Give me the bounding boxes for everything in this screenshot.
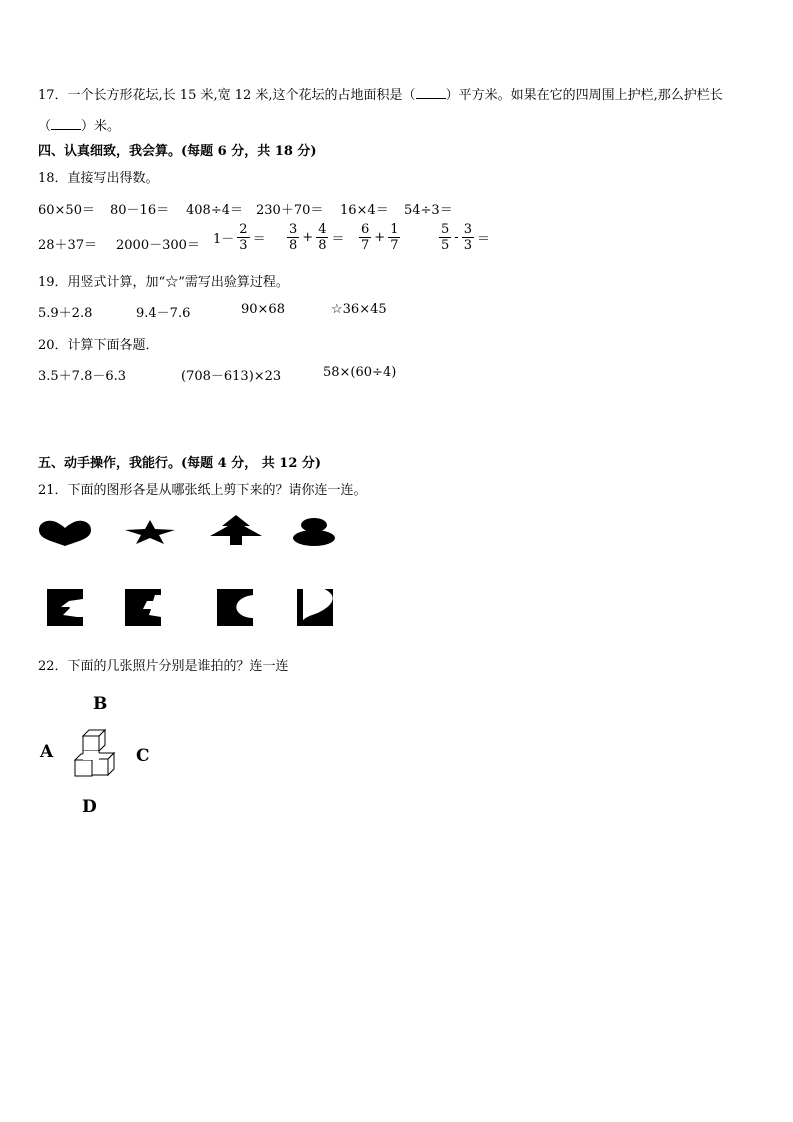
q18-fraction-expr-4 [439,222,493,253]
frac-denominator: 7 [390,238,399,253]
frac-numerator: 4 [318,222,327,237]
q18-title: 18．直接写出得数。 [38,171,159,186]
q18-fraction [237,222,249,253]
q19-title: 19．用竖式计算，加“☆”需写出验算过程。 [38,275,289,290]
q18-fraction-expr-2 [287,222,347,253]
tree-shape-icon[interactable] [208,514,264,546]
q18-fraction [388,222,400,253]
q18-row1-item: 230＋70＝ [256,203,324,218]
q19-item: ☆36×45 [331,302,387,317]
q20-title: 20．计算下面各题． [38,338,159,353]
q18-fraction [359,222,371,253]
q18-frac-tail: ＝ [476,232,490,247]
q18-row1-item: 54÷3＝ [404,203,453,218]
q18-row1-item: 80－16＝ [110,203,170,218]
section5-title: 五、动手操作，我能行。(每题 4 分， 共 12 分) [38,456,322,471]
q20-item: (708－613)×23 [181,369,282,384]
frac-numerator: 1 [390,222,399,237]
q18-fraction [439,222,451,253]
q17-close-text: ）米。 [81,119,121,134]
frac-operator: + [374,230,386,245]
label-d[interactable]: D [82,797,97,817]
q18-row2-item: 28＋37＝ [38,238,98,253]
frac-numerator: 3 [463,222,472,237]
section4-title: 四、认真细致，我会算。(每题 6 分，共 18 分) [38,144,317,159]
q19-item: 90×68 [241,302,285,317]
q17-blank-perimeter[interactable] [51,117,81,130]
label-c[interactable]: C [136,746,150,766]
q18-frac-tail: ＝ [331,232,345,247]
label-a[interactable]: A [40,742,54,762]
frac-numerator: 2 [239,222,248,237]
label-b[interactable]: B [93,694,108,714]
cut-paper-2-icon[interactable] [125,589,163,627]
q17-blank-area[interactable] [416,86,446,99]
frac-numerator: 3 [289,222,298,237]
q20-item: 3.5＋7.8－6.3 [38,369,127,384]
q18-fraction [287,222,299,253]
frac-denominator: 8 [289,238,298,253]
frac-denominator: 5 [441,238,450,253]
q18-row2-item: 2000－300＝ [116,238,200,253]
q18-frac-tail: ＝ [252,232,266,247]
frac-numerator: 5 [441,222,450,237]
q18-fraction [316,222,328,253]
q17-open-paren: （ [38,119,52,134]
cut-paper-1-icon[interactable] [47,589,85,627]
frac-numerator: 6 [361,222,370,237]
heart-shape-icon[interactable] [38,519,92,547]
cut-paper-4-icon[interactable] [297,589,335,627]
q18-fraction [462,222,474,253]
q17-text-b: ）平方米。如果在它的四周围上护栏,那么护栏长 [445,88,723,103]
frac-denominator: 3 [239,238,248,253]
q22-title: 22．下面的几张照片分别是谁拍的？连一连 [38,659,289,674]
frac-denominator: 7 [361,238,370,253]
q18-row1-item: 16×4＝ [340,203,389,218]
q18-row1-item: 60×50＝ [38,203,95,218]
q19-item: 5.9＋2.8 [38,306,93,321]
q18-fraction-expr-1 [213,222,269,253]
q19-item: 9.4－7.6 [136,306,191,321]
cut-paper-3-icon[interactable] [217,589,255,627]
frac-operator: - [454,230,459,245]
q18-fraction-expr-3 [359,222,400,253]
q21-title: 21．下面的图形各是从哪张纸上剪下来的？请你连一连。 [38,483,367,498]
q20-item: 58×(60÷4) [323,365,397,380]
q18-row1-item: 408÷4＝ [186,203,243,218]
q17-line1 [38,84,723,103]
q17-text-a: 17．一个长方形花坛,长 15 米,宽 12 米,这个花坛的占地面积是（ [38,88,416,103]
cube-stack-icon [70,728,120,782]
q17-line2 [38,115,120,134]
q18-frac-lead: 1－ [213,232,235,247]
frac-denominator: 8 [318,238,327,253]
frac-operator: + [302,230,314,245]
mushroom-shape-icon[interactable] [291,517,337,547]
star-shape-icon[interactable] [124,519,176,545]
frac-denominator: 3 [463,238,472,253]
